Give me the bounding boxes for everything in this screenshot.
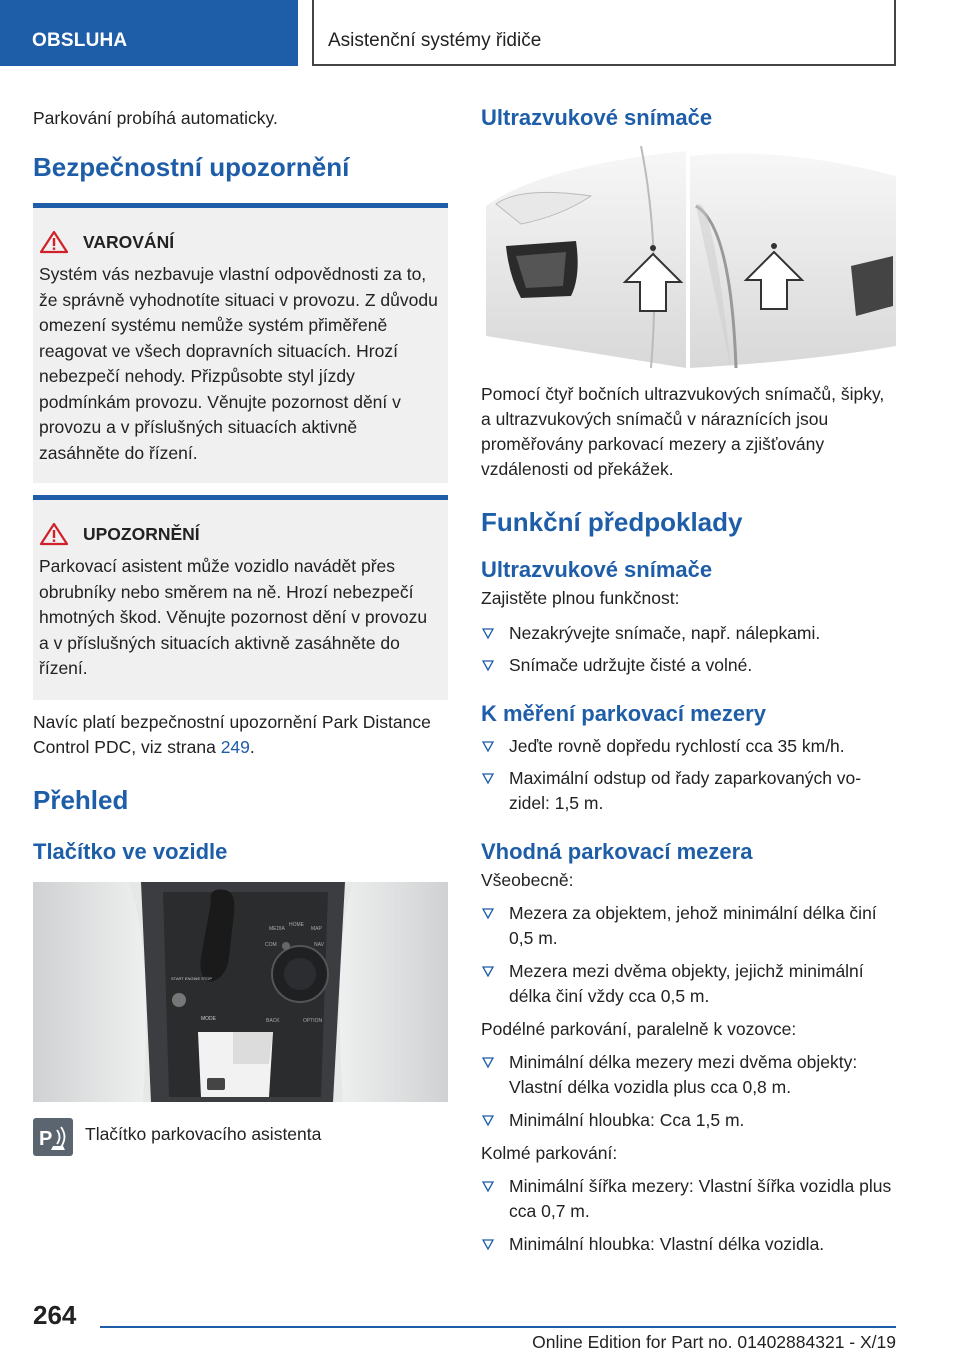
list-item-text: Maximální odstup od řady zaparkovaných vozidel: 1,5 m. <box>509 768 862 813</box>
perp-label: Kolmé parkování: <box>481 1143 618 1163</box>
console-label-back: BACK <box>266 1018 280 1024</box>
warning-title-text: VAROVÁNÍ <box>83 231 175 252</box>
console-label-home: HOME <box>289 922 304 928</box>
left-column <box>33 96 448 1156</box>
console-label-mode: MODE <box>201 1016 216 1022</box>
list-item <box>481 766 896 816</box>
caution-box <box>33 495 448 700</box>
bullet-triangle-icon <box>481 621 495 646</box>
edition-note: Online Edition for Part no. 01402884321 - X/19 <box>532 1332 896 1352</box>
parking-button-caption: Tlačítko parkovacího asistenta <box>85 1124 322 1144</box>
pdc-note-end: . <box>249 737 255 757</box>
list-item <box>481 959 896 1009</box>
list-item-text: Mezera za objektem, jehož minimální délka činí 0,5 m. <box>509 903 877 948</box>
safety-heading: Bezpečnostní upozornění <box>33 152 350 182</box>
pdc-note <box>33 710 448 760</box>
pdc-note-text: Navíc platí bezpečnostní upozornění Park Distance Control PDC, viz strana <box>33 712 431 757</box>
list-item <box>481 621 896 646</box>
measure-heading: K měření parkovací mezery <box>481 701 766 726</box>
parking-button-legend <box>33 1118 448 1156</box>
list-item-text: Jeďte rovně dopředu rychlostí cca 35 km/h. <box>509 736 845 756</box>
sensors-text: Pomocí čtyř bočních ultrazvukových snímačů, šipky, a ultrazvukových snímačů v náraznících jsou proměřovány parkovací mezery a zjišťovány vzdálenosti od překážek. <box>481 384 885 479</box>
bullet-triangle-icon <box>481 1108 495 1133</box>
console-label-map: MAP <box>311 926 322 932</box>
bullet-triangle-icon <box>481 959 495 984</box>
parallel-label: Podélné parkování, paralelně k vozovce: <box>481 1019 797 1039</box>
parking-assistant-button-icon[interactable] <box>33 1118 73 1156</box>
bullet-triangle-icon <box>481 1174 495 1199</box>
section-tab[interactable]: OBSLUHA <box>0 0 298 66</box>
list-item-text: Mezera mezi dvěma objekty, jejichž minimální délka činí vždy cca 0,5 m. <box>509 961 864 1006</box>
console-label-start: START ENGINE STOP <box>171 976 213 981</box>
list-item <box>481 1050 896 1100</box>
general-list <box>481 901 896 1009</box>
list-item <box>481 1108 896 1133</box>
caution-title-text: UPOZORNĚNÍ <box>83 523 200 544</box>
measure-list <box>481 734 896 816</box>
chapter-title: Asistenční systémy řidiče <box>312 0 896 66</box>
car-sensor-illustration <box>481 146 896 368</box>
list-item <box>481 901 896 951</box>
list-item-text: Snímače udržujte čisté a volné. <box>509 655 753 675</box>
console-label-com: COM <box>265 942 277 948</box>
parking-p-icon <box>33 1118 73 1156</box>
list-item <box>481 734 896 759</box>
page-number: 264 <box>33 1300 77 1330</box>
func-list <box>481 621 896 678</box>
bullet-triangle-icon <box>481 1232 495 1257</box>
bullet-triangle-icon <box>481 1050 495 1075</box>
bullet-triangle-icon <box>481 766 495 791</box>
right-column <box>481 96 896 1257</box>
list-item <box>481 1232 896 1257</box>
intro-text: Parkování probíhá automaticky. <box>33 108 278 128</box>
parallel-list <box>481 1050 896 1133</box>
sensors-heading: Ultrazvukové snímače <box>481 105 713 130</box>
caution-triangle-icon <box>39 522 69 546</box>
list-item <box>481 653 896 678</box>
list-item-text: Nezakrývejte snímače, např. nálepkami. <box>509 623 821 643</box>
center-console-illustration <box>33 882 448 1102</box>
caution-title <box>39 522 440 546</box>
bullet-triangle-icon <box>481 653 495 678</box>
warning-text: Systém vás nezbavuje vlastní odpovědnosti za to, že správně vyhodnotíte situaci v provozu. Z důvodu omezení systému nemůže systém přiměřeně reagovat ve všech dopravních situacích. Hrozí nebezpečí nehody. Přizpůsobte styl jízdy podmínkám provozu. Věnujte pozornost dění v provozu a v příslušných situacích aktivně zasáhněte do řízení. <box>39 264 438 463</box>
page-link-249[interactable]: 249 <box>220 737 250 757</box>
console-label-media: MEDIA <box>269 926 285 932</box>
suitable-heading: Vhodná parkovací mezera <box>481 839 753 864</box>
console-label-option: OPTION <box>303 1018 323 1024</box>
func-subheading: Ultrazvukové snímače <box>481 557 713 582</box>
list-item <box>481 1174 896 1224</box>
bullet-triangle-icon <box>481 901 495 926</box>
list-item-text: Minimální šířka mezery: Vlastní šířka vozidla plus cca 0,7 m. <box>509 1176 892 1221</box>
func-text: Zajistěte plnou funkčnost: <box>481 588 680 608</box>
button-heading: Tlačítko ve vozidle <box>33 839 228 864</box>
console-image <box>33 882 448 1102</box>
caution-text: Parkovací asistent může vozidlo navádět přes obrubníky nebo směrem na ně. Hrozí nebezpečí hmotných škod. Věnujte pozornost dění v provozu a v příslušných situacích aktivně zasáhněte do řízení. <box>39 556 428 678</box>
footer-divider <box>100 1326 896 1328</box>
console-label-nav: NAV <box>314 942 324 948</box>
svg-text:P: P <box>39 1128 53 1150</box>
warning-title <box>39 230 440 254</box>
bullet-triangle-icon <box>481 734 495 759</box>
func-heading: Funkční předpoklady <box>481 507 743 537</box>
list-item-text: Minimální hloubka: Vlastní délka vozidla. <box>509 1234 825 1254</box>
overview-heading: Přehled <box>33 785 129 815</box>
list-item-text: Minimální hloubka: Cca 1,5 m. <box>509 1110 745 1130</box>
list-item-text: Minimální délka mezery mezi dvěma objekty: Vlastní délka vozidla plus cca 0,8 m. <box>509 1052 858 1097</box>
general-label: Všeobecně: <box>481 870 574 890</box>
perp-list <box>481 1174 896 1257</box>
warning-box <box>33 203 448 483</box>
sensors-image <box>481 146 896 368</box>
warning-triangle-icon <box>39 230 69 254</box>
